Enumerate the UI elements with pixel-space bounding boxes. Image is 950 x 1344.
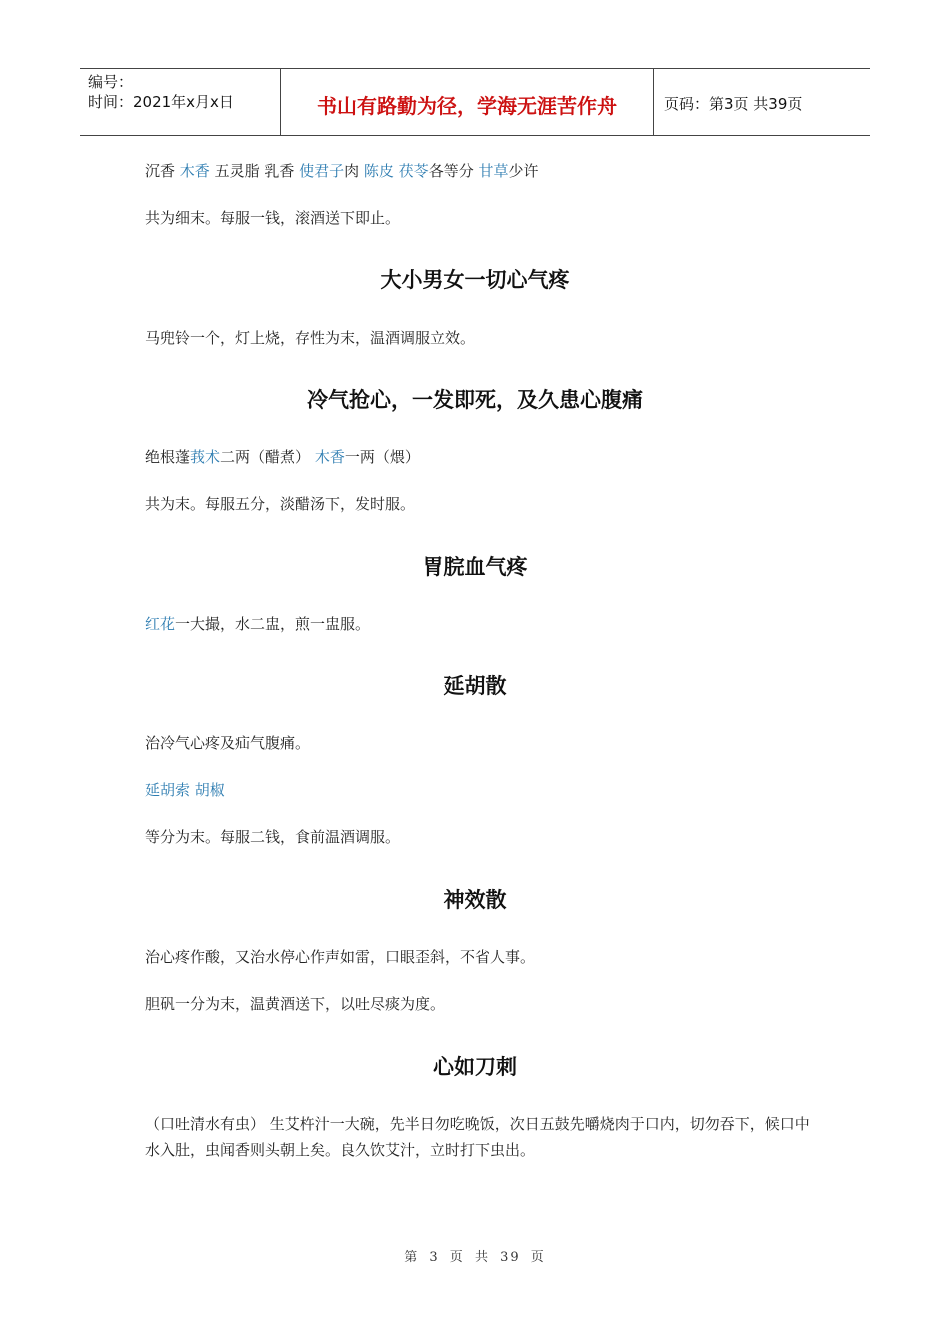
herb-link-muxiang[interactable]: 木香: [179, 162, 210, 180]
footer-page-number: 3: [429, 1250, 440, 1265]
footer-text: 页: [530, 1250, 546, 1265]
ingredients-line: [145, 444, 815, 470]
serial-label: 编号：: [88, 73, 134, 91]
herb-link-shijunzi[interactable]: 使君子: [299, 162, 345, 180]
text: 肉: [344, 162, 364, 180]
indication-line: 治心疼作酸，又治水停心作声如雷，口眼歪斜，不省人事。: [145, 948, 536, 966]
date-line: 时间：2021年x月x日: [88, 93, 234, 111]
text: 绝根蓬: [145, 448, 191, 466]
indication-line: 治冷气心疼及疝气腹痛。: [145, 734, 311, 752]
header-page-info: 页码：第3页 共39页: [664, 94, 803, 113]
dosage-line: 共为末。每服五分，淡醋汤下，发时服。: [145, 495, 416, 513]
recipe-line: [145, 611, 815, 637]
recipe-paragraph: （口吐清水有虫） 生艾杵汁一大碗，先半日勿吃晚饭，次日五鼓先嚼烧肉于口内，切勿吞下，候口中水入肚，虫闻香则头朝上矣。良久饮艾汁，立时打下虫出。: [145, 1115, 810, 1159]
footer-text: 页: [449, 1250, 465, 1265]
page-header: [80, 68, 870, 136]
ingredients-line: [145, 158, 815, 184]
section-title: 神效散: [443, 888, 507, 912]
text: 二两（醋煮）: [220, 448, 315, 466]
text: 五灵脂 乳香: [209, 162, 300, 180]
section-title: 胃脘血气疼: [422, 555, 528, 579]
herb-link-fuling[interactable]: 茯苓: [398, 162, 429, 180]
dosage-line: 共为细末。每服一钱，滚酒送下即止。: [145, 209, 401, 227]
section-title: 心如刀刺: [433, 1055, 517, 1079]
page-footer: [0, 1246, 950, 1265]
header-motto: 书山有路勤为径，学海无涯苦作舟: [281, 69, 654, 135]
herb-link-honghua[interactable]: 红花: [145, 615, 176, 633]
herb-link-yanhusuo[interactable]: 延胡索: [145, 781, 191, 799]
header-meta: [80, 69, 281, 135]
text: 一大撮，水二盅，煎一盅服。: [175, 615, 371, 633]
text: 少许: [508, 162, 539, 180]
dosage-line: 等分为末。每服二钱，食前温酒调服。: [145, 828, 401, 846]
text: 沉香: [145, 162, 180, 180]
recipe-line: 马兜铃一个，灯上烧，存性为末，温酒调服立效。: [145, 329, 476, 347]
herb-link-ezhu[interactable]: 莪术: [190, 448, 221, 466]
footer-total-pages: 39: [500, 1250, 521, 1265]
text: 各等分: [428, 162, 479, 180]
footer-text: 第: [404, 1250, 420, 1265]
section-title: 大小男女一切心气疼: [380, 268, 570, 292]
herb-link-chenpi[interactable]: 陈皮: [363, 162, 394, 180]
ingredients-line: [145, 777, 815, 803]
herb-link-hujiao[interactable]: 胡椒: [194, 781, 225, 799]
section-title: 冷气抢心，一发即死，及久患心腹痛: [307, 388, 643, 412]
footer-text: 共: [474, 1250, 490, 1265]
dosage-line: 胆矾一分为末，温黄酒送下，以吐尽痰为度。: [145, 995, 446, 1013]
herb-link-gancao[interactable]: 甘草: [478, 162, 509, 180]
herb-link-muxiang[interactable]: 木香: [314, 448, 345, 466]
section-title: 延胡散: [443, 674, 507, 698]
text: 一两（煨）: [344, 448, 420, 466]
